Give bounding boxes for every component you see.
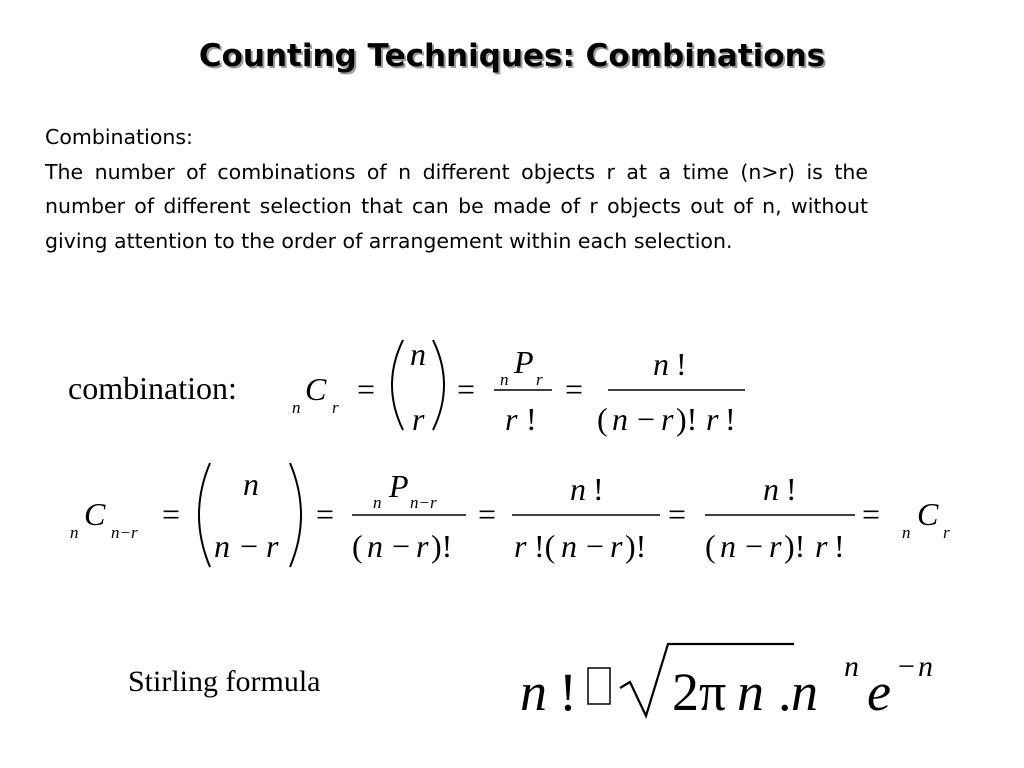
- svg-text:r: r: [505, 401, 518, 437]
- svg-text:n: n: [214, 528, 230, 564]
- svg-text:=: =: [862, 496, 881, 532]
- svg-text:r: r: [769, 528, 782, 564]
- svg-text:r: r: [610, 528, 623, 564]
- svg-text:!: !: [834, 528, 845, 564]
- svg-text:n: n: [570, 471, 586, 507]
- svg-text:(: (: [705, 528, 716, 564]
- svg-text:=: =: [457, 371, 476, 407]
- svg-text:C: C: [917, 496, 939, 532]
- svg-text:r: r: [706, 401, 719, 437]
- svg-text:n: n: [844, 650, 859, 683]
- svg-text:e: e: [867, 662, 891, 722]
- svg-text:n: n: [763, 471, 779, 507]
- svg-text:r: r: [661, 401, 674, 437]
- svg-text:=: =: [316, 496, 335, 532]
- svg-text:n: n: [367, 528, 383, 564]
- svg-text:n: n: [561, 528, 577, 564]
- svg-text:)!: )!: [625, 528, 647, 564]
- svg-text:=: =: [357, 371, 376, 407]
- definition-heading: Combinations:: [45, 125, 193, 149]
- svg-text:P: P: [389, 468, 409, 504]
- svg-text:n: n: [720, 528, 736, 564]
- svg-text:(: (: [597, 401, 608, 437]
- svg-text:r: r: [536, 370, 543, 389]
- svg-text:)!: )!: [431, 528, 453, 564]
- svg-text:n: n: [410, 336, 426, 372]
- svg-text:n: n: [737, 662, 764, 722]
- slide-title: Counting Techniques: Combinations: [198, 38, 826, 74]
- svg-text:!: !: [559, 662, 577, 722]
- svg-text:)!: )!: [676, 401, 698, 437]
- svg-text:−: −: [240, 528, 259, 564]
- definition-paragraph: The number of combinations of n different objects r at a time (n>r) is the number of different selection that can be made of r objects out of n, without giving attention to the order of arrangement within each selection.: [45, 159, 868, 253]
- svg-text:n: n: [520, 662, 547, 722]
- svg-text:n: n: [918, 650, 933, 683]
- svg-text:n: n: [653, 346, 669, 382]
- svg-text:!: !: [676, 346, 687, 382]
- svg-text:.: .: [778, 662, 792, 722]
- svg-text:−: −: [392, 528, 411, 564]
- stirling-label: Stirling formula: [128, 665, 321, 698]
- svg-text:2π: 2π: [672, 662, 727, 722]
- svg-text:r: r: [266, 528, 279, 564]
- svg-text:r: r: [412, 401, 425, 437]
- svg-text:n−r: n−r: [111, 523, 138, 542]
- svg-text:!(: !(: [534, 528, 556, 564]
- svg-text:n: n: [500, 370, 509, 389]
- svg-text:!: !: [786, 471, 797, 507]
- svg-text:C: C: [305, 371, 327, 407]
- svg-text:!: !: [526, 401, 537, 437]
- svg-text:n: n: [791, 662, 818, 722]
- svg-text:r: r: [332, 398, 339, 417]
- svg-text:)!: )!: [784, 528, 806, 564]
- svg-text:!: !: [725, 401, 736, 437]
- svg-text:=: =: [565, 371, 584, 407]
- svg-text:n: n: [243, 466, 259, 502]
- svg-text:r: r: [815, 528, 828, 564]
- svg-text:n: n: [292, 398, 301, 417]
- svg-text:n−r: n−r: [410, 493, 437, 512]
- svg-text:=: =: [478, 496, 497, 532]
- svg-text:r: r: [416, 528, 429, 564]
- svg-text:r: r: [943, 523, 950, 542]
- svg-text:=: =: [162, 496, 181, 532]
- svg-text:n: n: [373, 493, 382, 512]
- combination-label: combination:: [68, 370, 237, 406]
- svg-text:n: n: [612, 401, 628, 437]
- svg-text:n: n: [70, 523, 79, 542]
- svg-text:!: !: [593, 471, 604, 507]
- missing-glyph-box: [588, 668, 610, 704]
- svg-text:n: n: [902, 523, 911, 542]
- svg-text:−: −: [637, 401, 656, 437]
- svg-text:−: −: [586, 528, 605, 564]
- svg-text:−: −: [898, 650, 915, 683]
- svg-text:−: −: [745, 528, 764, 564]
- svg-text:(: (: [352, 528, 363, 564]
- svg-text:P: P: [514, 344, 534, 380]
- svg-text:r: r: [514, 528, 527, 564]
- svg-text:C: C: [84, 496, 106, 532]
- svg-text:=: =: [668, 496, 687, 532]
